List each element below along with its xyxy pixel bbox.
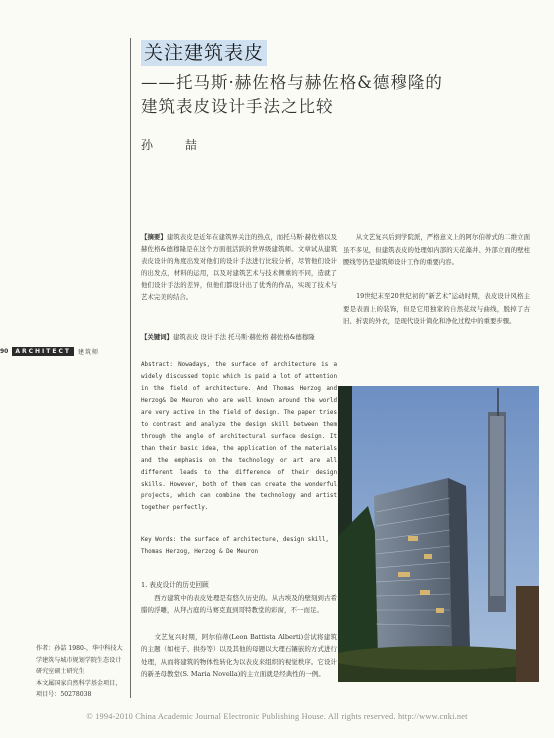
abstract-en: Abstract: Nowadays, the surface of architecture is a widely discussed topic which is paid a lot of attention in the field of architecture. And Thomas Herzog and Herzog& De Meuron who are well known around the world are very active in the field of design. The paper tries to contrast and analyze the design skill between them through the angle of architectural surface design. It than their basic idea, the application of the materials and the emphasis on the technology or art are all different leads to the difference of their design skills. However, both of them can create the wonderful projects, which can combine the technology and artist together perfectly. — [141, 362, 337, 512]
abstract-cn-tag: 【摘要】 — [141, 233, 167, 241]
article-subtitle-line2: 建筑表皮设计手法之比较 — [141, 97, 334, 116]
page-number: 90 — [0, 348, 9, 355]
keywords-cn-tag: 【关键词】 — [141, 333, 173, 341]
column-label — [0, 347, 99, 356]
keywords-cn-text: 建筑表皮 设计手法 托马斯·赫佐格 赫佐格&德穆隆 — [172, 333, 315, 341]
building-photo — [338, 386, 539, 682]
abstract-cn-text: 建筑表皮是近年在建筑界关注的热点，而托马斯·赫佐格以及赫佐格&德穆隆是在这个方面很活跃的世界级建筑师。文章试从建筑表皮设计的角度出发对他们的设计手法进行比较分析，尽管他们设计的出发点，材料的运用，以及对建筑艺术与技术侧重的不同，造就了他们设计手法的差异，但他们都设计出了优秀的作品，实现了技术与艺术完美的结合。 — [141, 233, 338, 301]
article-subtitle-line1: ——托马斯·赫佐格与赫佐格&德穆隆的 — [141, 73, 443, 92]
article-title: 关注建筑表皮 — [141, 40, 267, 66]
abstract-cn — [141, 232, 337, 303]
brand-bar: ARCHITECT — [12, 347, 74, 356]
section-paragraph-2: 文艺复兴时期，阿尔伯蒂(Leon Battista Alberti)尝试将建筑的主题（如柱子、拱券等）以及其他的母题以大理石镶嵌的方式进行处理，从而将建筑的物体性转化为以表皮来组织的视觉秩序。它设计的新圣母教堂(S. Maria Novella)的主立面就是经典性的一例。 — [141, 633, 337, 678]
keywords-en: Key Words: the surface of architecture, design skill, Thomas Herzog, Herzog & De Meuron — [141, 537, 329, 555]
author-note: 作者：孙喆 1980-，华中科技大学建筑与城市规划学院生态设计研究室硕士研究生 本文属国家自然科学基金项目，项目号：50278038 — [36, 645, 123, 699]
keywords-cn — [141, 332, 337, 344]
author-name: 孙 喆 — [141, 138, 211, 152]
right-paragraph-1: 从文艺复兴后到学院派，严格意义上的阿尔伯蒂式的二维立面虽不多见，但建筑表皮的处理如内部的天花藻井、外部立面的壁柱腰线等仍是建筑师设计工作的重要内容。 — [343, 233, 530, 267]
column-name: 建筑师 — [77, 349, 99, 356]
section-paragraph-1: 西方建筑中的表皮处理是有悠久历史的。从古埃及的壁刻到古希腊的浮雕，从拜占庭的马赛克直到哥特教堂的彩窗，不一而足。 — [141, 594, 337, 615]
vertical-rule — [130, 38, 131, 698]
right-paragraph-2: 19世纪末至20世纪初的“新艺术”运动时期，表皮设计风格主要是表面上的装饰，但是它用独家的自然花纹与曲线，脱掉了古旧、折衷的外衣，是现代设计简化和净化过程中的重要步骤。 — [343, 292, 530, 326]
section-heading: 1. 表皮设计的历史回顾 — [141, 581, 209, 589]
copyright-footer: © 1994-2010 China Academic Journal Electronic Publishing House. All rights reserved. http://www.cnki.net — [86, 712, 468, 721]
